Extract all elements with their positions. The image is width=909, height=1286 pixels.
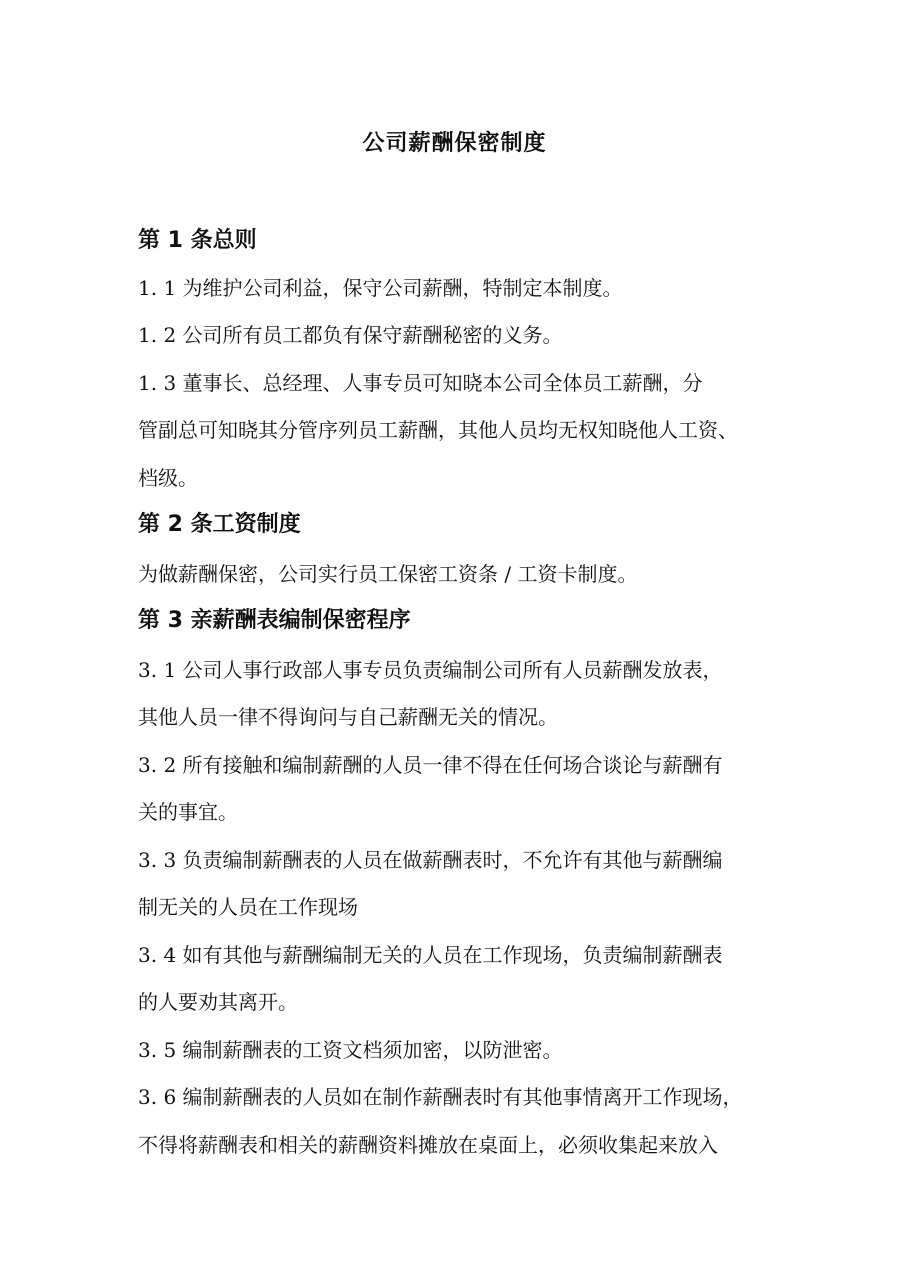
paragraph-3-3-line-1: 3. 3 负责编制薪酬表的人员在做薪酬表时，不允许有其他与薪酬编 [138,848,723,872]
section-2-heading: 第 2 条工资制度 [138,512,301,537]
section-3-heading: 第 3 亲薪酬表编制保密程序 [138,608,411,633]
section-1-heading: 第 1 条总则 [138,228,257,253]
paragraph-1-2: 1. 2 公司所有员工都负有保守薪酬秘密的义务。 [138,323,563,347]
paragraph-2: 为做薪酬保密，公司实行员工保密工资条 / 工资卡制度。 [138,562,638,586]
paragraph-1-3-line-2: 管副总可知晓其分管序列员工薪酬，其他人员均无权知晓他人工资、 [138,418,738,442]
paragraph-3-6-line-1: 3. 6 编制薪酬表的人员如在制作薪酬表时有其他事情离开工作现场， [138,1085,743,1109]
paragraph-1-3-line-1: 1. 3 董事长、总经理、人事专员可知晓本公司全体员工薪酬，分 [138,371,703,395]
paragraph-1-3-line-3: 档级。 [138,466,198,490]
paragraph-1-1: 1. 1 为维护公司利益，保守公司薪酬，特制定本制度。 [138,276,623,300]
document-title: 公司薪酬保密制度 [362,131,547,156]
paragraph-3-5: 3. 5 编制薪酬表的工资文档须加密，以防泄密。 [138,1038,563,1062]
paragraph-3-1-line-1: 3. 1 公司人事行政部人事专员负责编制公司所有人员薪酬发放表， [138,658,723,682]
paragraph-3-4-line-2: 的人要劝其离开。 [138,990,298,1014]
paragraph-3-4-line-1: 3. 4 如有其他与薪酬编制无关的人员在工作现场，负责编制薪酬表 [138,943,723,967]
paragraph-3-6-line-2: 不得将薪酬表和相关的薪酬资料摊放在桌面上，必须收集起来放入 [138,1133,718,1157]
paragraph-3-1-line-2: 其他人员一律不得询问与自己薪酬无关的情况。 [138,705,558,729]
paragraph-3-2-line-2: 关的事宜。 [138,800,238,824]
paragraph-3-3-line-2: 制无关的人员在工作现场 [138,895,358,919]
paragraph-3-2-line-1: 3. 2 所有接触和编制薪酬的人员一律不得在任何场合谈论与薪酬有 [138,753,723,777]
